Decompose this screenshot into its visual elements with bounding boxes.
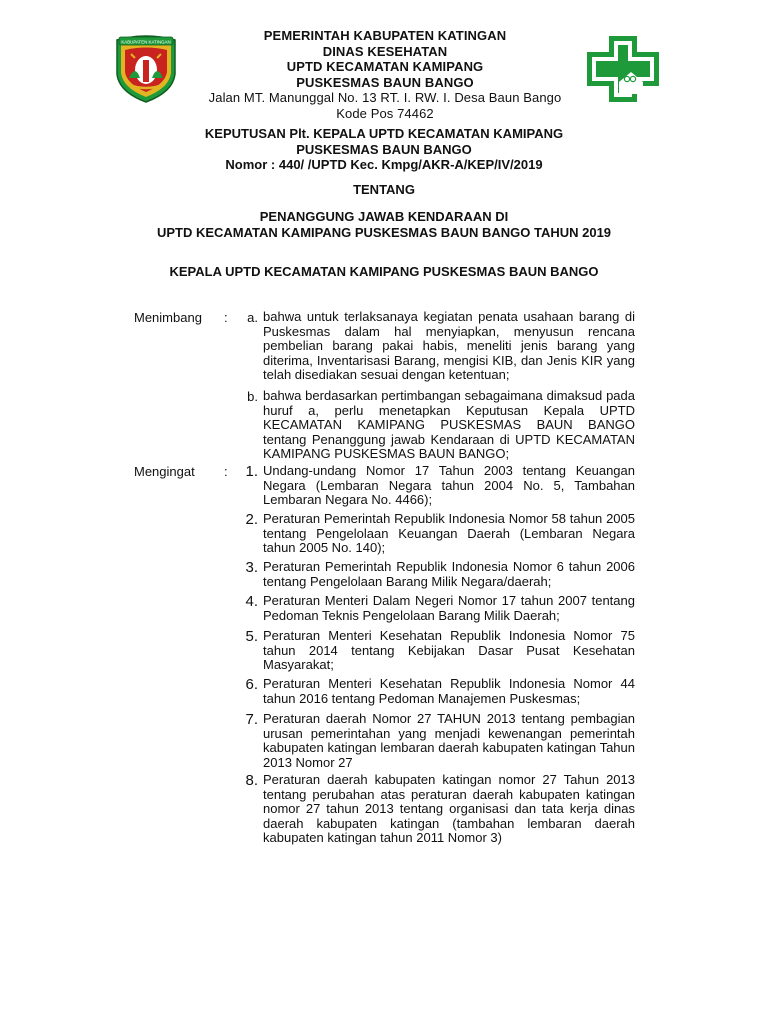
item-text: Peraturan daerah Nomor 27 TAHUN 2013 tentang pembagian urusan pemerintahan yang menjadi kewenangan pemerintah kabupaten katingan lembaran daerah kabupaten katingan Tahun 2013 Nomor 27	[263, 711, 635, 770]
puskesmas-cross-icon	[585, 34, 661, 104]
item-marker: a.	[247, 310, 258, 325]
emblem-banner-text: KABUPATEN KATINGAN	[121, 39, 171, 45]
unit-name: UPTD KECAMATAN KAMIPANG	[286, 59, 484, 74]
decree-title-line-2: PUSKESMAS BAUN BANGO	[296, 141, 472, 157]
decree-number: Nomor : 440/ /UPTD Kec. Kmpg/AKR-A/KEP/IV/2019	[225, 157, 543, 172]
puskesmas-name: PUSKESMAS BAUN BANGO	[296, 74, 474, 90]
item-marker: 5.	[245, 628, 258, 645]
item-text: bahwa berdasarkan pertimbangan sebagaimana dimaksud pada huruf a, perlu menetapkan Keputusan Kepala UPTD KECAMATAN KAMIPANG PUSKESMAS BAUN BANGO tentang Penanggung jawab Kendaraan di UPTD KECAMATAN KAMIPANG PUSKESMAS BAUN BANGO;	[263, 388, 635, 462]
item-marker: 8.	[245, 772, 258, 789]
office-name: DINAS KESEHATAN	[322, 43, 448, 59]
subject-line-2: UPTD KECAMATAN KAMIPANG PUSKESMAS BAUN BANGO TAHUN 2019	[156, 224, 612, 240]
item-text: Peraturan Pemerintah Republik Indonesia Nomor 58 tahun 2005 tentang Pengelolaan Keuangan Daerah (Lembaran Negara tahun 2005 No. 140);	[263, 511, 635, 556]
item-text: Peraturan Pemerintah Republik Indonesia Nomor 6 tahun 2006 tentang Pengelolaan Barang Milik Negara/daerah;	[263, 559, 635, 589]
item-text: Peraturan Menteri Dalam Negeri Nomor 17 tahun 2007 tentang Pedoman Teknis Pengelolaan Barang Milik Daerah;	[263, 593, 635, 623]
letterhead	[170, 28, 600, 121]
item-marker: 3.	[245, 559, 258, 576]
item-text: Undang-undang Nomor 17 Tahun 2003 tentang Keuangan Negara (Lembaran Negara tahun 2004 No. 5, Tambahan Lembaran Negara No. 4466);	[263, 463, 635, 508]
postal-code: Kode Pos 74462	[336, 105, 434, 121]
item-text: bahwa untuk terlaksanaya kegiatan penata usahaan barang di Puskesmas dalam hal menyiapkan, menyusun rencana pembelian barang pakai habis, meneliti jenis barang yang diterima, Inventarisasi Barang, mengisi KIB, dan Jenis KIR yang telah disediakan sesuai dengan ketentuan;	[263, 309, 635, 383]
address: Jalan MT. Manunggal No. 13 RT. I. RW. I. Desa Baun Bango	[208, 90, 562, 105]
decree-title-line-1: KEPUTUSAN Plt. KEPALA UPTD KECAMATAN KAMIPANG	[204, 126, 564, 141]
item-marker: 6.	[245, 676, 258, 693]
about-heading-block	[0, 182, 768, 198]
mengingat-colon: :	[224, 464, 228, 479]
menimbang-label: Menimbang	[134, 310, 202, 325]
government-name: PEMERINTAH KABUPATEN KATINGAN	[263, 28, 507, 43]
subject-line-1: PENANGGUNG JAWAB KENDARAAN DI	[259, 209, 509, 224]
item-marker: 4.	[245, 593, 258, 610]
item-marker: 7.	[245, 711, 258, 728]
menimbang-colon: :	[224, 310, 228, 325]
item-marker: 1.	[245, 463, 258, 480]
decree-title-block	[0, 126, 768, 173]
item-marker: b.	[247, 389, 258, 404]
about-heading: TENTANG	[353, 182, 415, 197]
issuer-block	[0, 264, 768, 280]
item-marker: 2.	[245, 511, 258, 528]
mengingat-label: Mengingat	[134, 464, 195, 479]
item-text: Peraturan Menteri Kesehatan Republik Indonesia Nomor 44 tahun 2016 tentang Pedoman Manajemen Puskesmas;	[263, 676, 635, 706]
subject-block	[0, 209, 768, 240]
issuer-heading: KEPALA UPTD KECAMATAN KAMIPANG PUSKESMAS BAUN BANGO	[169, 264, 599, 279]
item-text: Peraturan Menteri Kesehatan Republik Indonesia Nomor 75 tahun 2014 tentang Kebijakan Dasar Pusat Kesehatan Masyarakat;	[263, 628, 635, 673]
item-text: Peraturan daerah kabupaten katingan nomor 27 Tahun 2013 tentang perubahan atas peraturan daerah kabupaten katingan nomor 27 tahun 2013 tentang organisasi dan tata kerja dinas daerah kabupaten katingan (tambahan lembaran daerah kabupaten katingan tahun 2011 Nomor 3)	[263, 772, 635, 846]
